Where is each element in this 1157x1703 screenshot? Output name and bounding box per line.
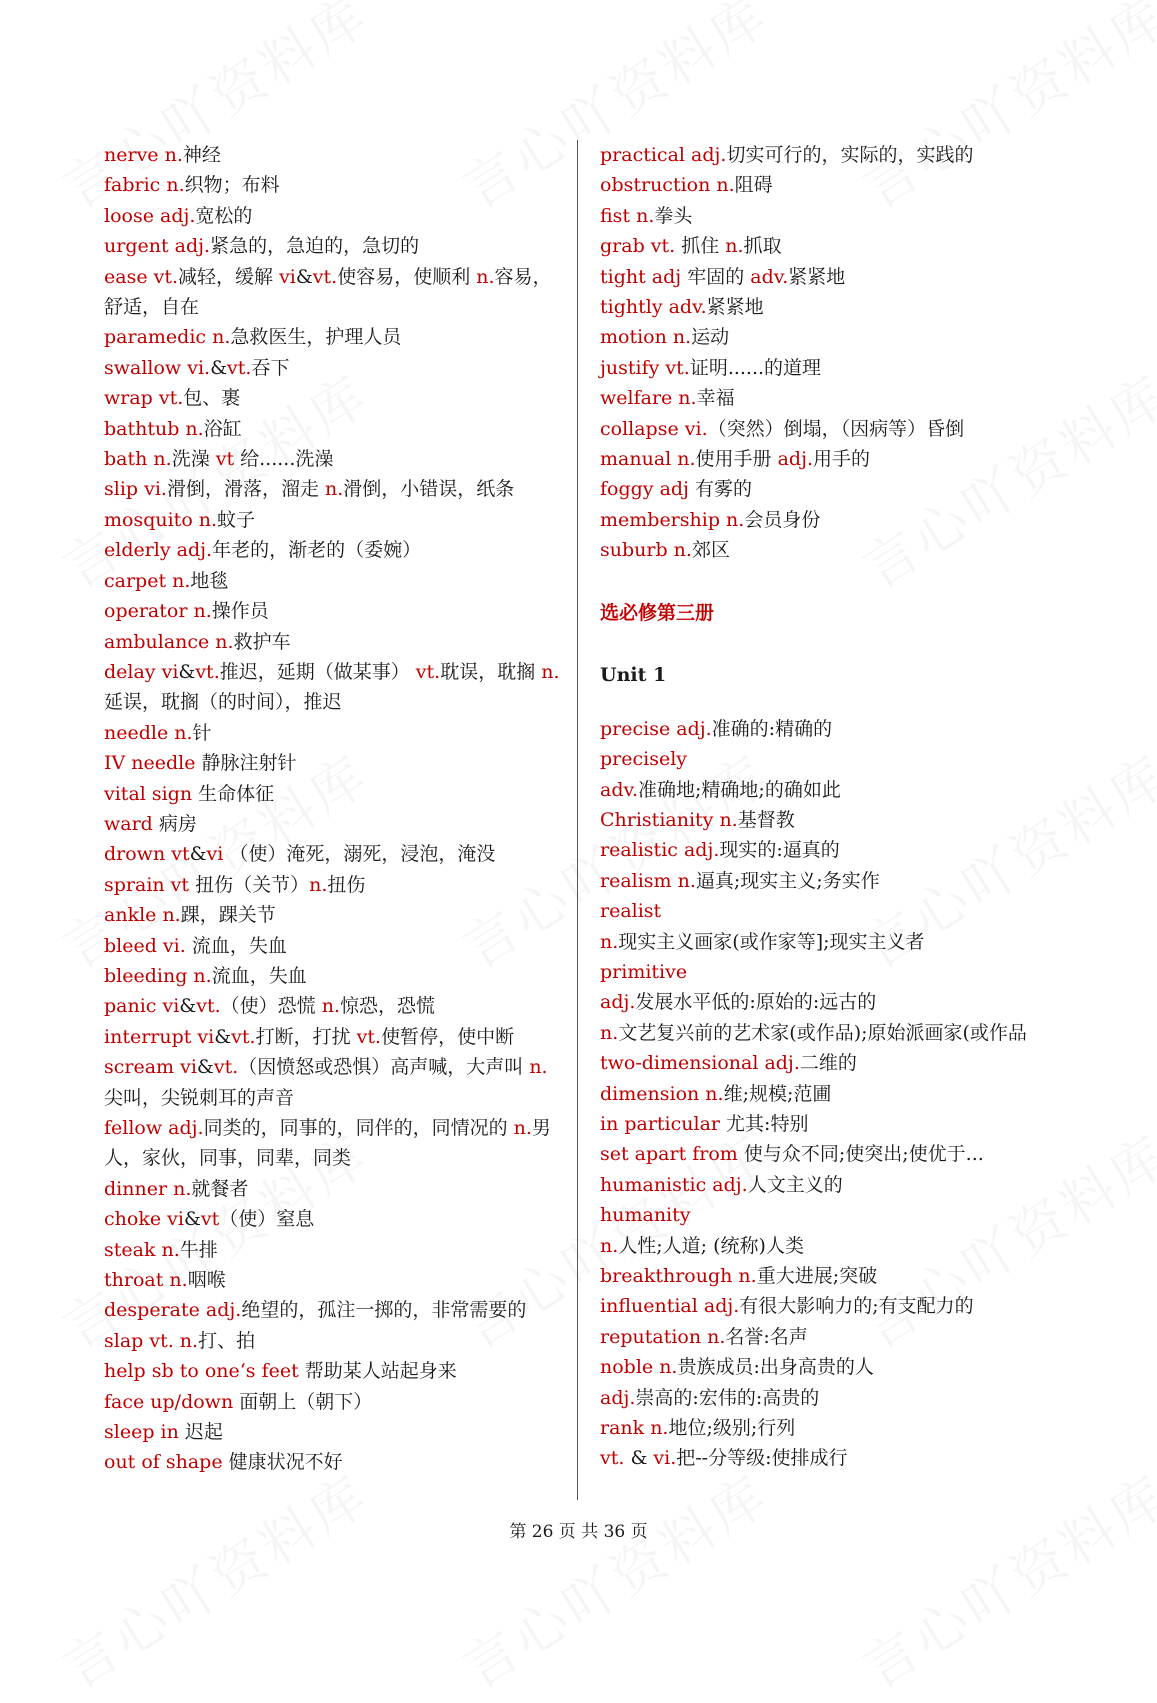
- entry-term: adv.: [750, 265, 789, 288]
- vocab-entry: [104, 140, 564, 170]
- vocab-entry: [104, 201, 564, 231]
- entry-text: 吞下: [251, 356, 290, 379]
- entry-term: vt.: [312, 265, 338, 288]
- vocab-entry: [600, 957, 1070, 987]
- vocab-entry: [104, 1052, 564, 1113]
- entry-term: panic vi: [104, 995, 180, 1018]
- entry-text: &: [295, 265, 313, 288]
- entry-term: vi.: [653, 1447, 677, 1470]
- entry-term: bleeding n.: [104, 964, 212, 987]
- entry-text: 运动: [691, 326, 730, 349]
- total-pages: 36: [603, 1522, 626, 1542]
- entry-text: 基督教: [737, 808, 795, 831]
- section-title: 选必修第三册: [600, 601, 715, 624]
- entry-text: 操作员: [211, 600, 269, 623]
- entry-term: slip vi.: [104, 478, 167, 501]
- entry-text: 使暂停，使中断: [381, 1025, 515, 1048]
- vocab-entry: [104, 505, 564, 535]
- entry-text: 针: [192, 721, 212, 744]
- entry-text: 牛排: [179, 1238, 218, 1261]
- vocab-entry: [104, 262, 564, 323]
- entry-text: 耽误，耽搁: [440, 660, 542, 683]
- vocab-entry: [600, 1139, 1070, 1169]
- entry-text: 扭伤: [327, 873, 366, 896]
- entry-text: 现实主义画家(或作家等];现实主义者: [618, 930, 925, 953]
- vocab-entry: [600, 835, 1070, 865]
- entry-text: 准确的:精确的: [711, 717, 833, 740]
- entry-text: 滑倒，滑落，溜走: [166, 478, 326, 501]
- vocab-entry: [600, 987, 1070, 1017]
- entry-text: 年老的，渐老的（委婉）: [212, 539, 422, 562]
- entry-term: urgent adj.: [104, 235, 211, 258]
- entry-text: 使容易，使顺利: [337, 265, 477, 288]
- entry-text: （突然）倒塌，（因病等）昏倒: [707, 417, 965, 440]
- entry-term: desperate adj.: [104, 1299, 242, 1322]
- entry-text: 贵族成员:出身高贵的人: [677, 1356, 874, 1379]
- vocab-entry: [104, 657, 564, 718]
- entry-term: vital sign: [104, 782, 193, 805]
- entry-text: 发展水平低的:原始的:远古的: [635, 991, 877, 1014]
- entry-text: 惊恐，恐慌: [339, 995, 435, 1018]
- entry-term: mosquito n.: [104, 508, 218, 531]
- entry-term: drown vt: [104, 843, 190, 866]
- entry-text: 推迟，延期（做某事）: [219, 660, 416, 683]
- entry-term: steak n.: [104, 1238, 180, 1261]
- vocab-entry: [600, 1443, 1070, 1473]
- entry-term: scream vi: [104, 1056, 197, 1079]
- vocab-entry: [104, 1387, 564, 1417]
- vocab-entry: [600, 1048, 1070, 1078]
- entry-term: n.: [541, 660, 560, 683]
- footer-mid: 页 共: [553, 1522, 604, 1542]
- vocab-entry: [600, 927, 1070, 957]
- vocab-entry: [600, 1413, 1070, 1443]
- entry-term: fabric n.: [104, 174, 185, 197]
- entry-term: n.: [725, 235, 744, 258]
- entry-term: sprain vt: [104, 873, 190, 896]
- entry-term: face up/down: [104, 1390, 234, 1413]
- left-column: [104, 140, 564, 1478]
- entry-term: vt.: [415, 660, 441, 683]
- vocab-entry: [600, 1170, 1070, 1200]
- entry-text: 切实可行的，实际的，实践的: [726, 144, 974, 166]
- entry-term: n.: [325, 478, 344, 501]
- entry-term: vt.: [356, 1025, 382, 1048]
- entry-term: set apart from: [600, 1143, 738, 1166]
- vocab-entry: [600, 414, 1070, 444]
- entry-text: 就餐者: [191, 1177, 249, 1200]
- vocab-entry: [600, 322, 1070, 352]
- vocab-entry: [104, 596, 564, 626]
- entry-term: bathtub n.: [104, 417, 204, 440]
- entry-text: 逼真;现实主义;务实作: [695, 869, 880, 892]
- entry-term: n.: [600, 1021, 619, 1044]
- vocab-entry: [104, 1265, 564, 1295]
- entry-text: 宽松的: [195, 204, 253, 227]
- entry-term: vt.: [231, 1025, 256, 1048]
- entry-text: 阻碍: [734, 174, 773, 197]
- entry-term: precise adj.: [600, 717, 712, 740]
- vocab-entry: [104, 566, 564, 596]
- right-column: [600, 140, 1070, 1474]
- entry-text: 延误，耽搁（的时间），推迟: [104, 691, 342, 714]
- entry-text: 紧紧地: [706, 296, 764, 319]
- footer-suffix: 页: [625, 1522, 648, 1542]
- entry-text: &: [183, 1208, 201, 1231]
- vocab-entry: [104, 231, 564, 261]
- entry-text: 病房: [152, 812, 197, 835]
- entry-term: dimension n.: [600, 1082, 724, 1105]
- entry-term: membership n.: [600, 508, 745, 531]
- entry-text: 使用手册: [695, 448, 778, 471]
- entry-term: fellow adj.: [104, 1117, 204, 1139]
- entry-text: 迟起: [178, 1421, 223, 1444]
- vocab-entry: [104, 1326, 564, 1356]
- entry-term: vt.: [227, 356, 252, 379]
- vocab-entry: [600, 1261, 1070, 1291]
- entry-term: out of shape: [104, 1451, 223, 1474]
- entry-text: 浴缸: [203, 417, 242, 440]
- entry-text: 帮助某人站起身来: [298, 1360, 457, 1383]
- entry-term: delay vi: [104, 660, 179, 683]
- entry-text: （使）窒息: [219, 1208, 315, 1231]
- entry-text: 抓住: [675, 235, 726, 258]
- vocab-entry: [104, 1174, 564, 1204]
- vocab-list-continued: [600, 140, 1070, 566]
- entry-term: grab vt.: [600, 235, 676, 258]
- entry-text: 绝望的，孤注一掷的，非常需要的: [241, 1299, 527, 1322]
- entry-term: adj.: [600, 1386, 636, 1409]
- entry-text: 尤其:特别: [720, 1112, 809, 1135]
- entry-term: humanity: [600, 1204, 691, 1227]
- vocab-entry: [600, 1291, 1070, 1321]
- entry-term: ankle n.: [104, 904, 181, 927]
- entry-text: 洗澡: [171, 448, 216, 471]
- entry-text: 神经: [182, 144, 221, 166]
- entry-term: vt: [215, 448, 235, 471]
- entry-text: 抓取: [743, 235, 782, 258]
- entry-term: tight adj: [600, 265, 682, 288]
- entry-term: in particular: [600, 1112, 721, 1135]
- vocab-entry: [600, 474, 1070, 504]
- entry-term: precisely: [600, 748, 688, 771]
- entry-term: n.: [321, 995, 340, 1018]
- entry-text: 紧急的，急迫的，急切的: [210, 235, 420, 258]
- column-divider: [577, 140, 578, 1500]
- entry-term: swallow vi.: [104, 356, 211, 379]
- entry-text: （因愤怒或恐惧）高声喊，大声叫: [238, 1056, 530, 1079]
- watermark-text: [446, 1454, 782, 1703]
- entry-text: 名誉:名声: [725, 1325, 808, 1348]
- vocab-entry: [600, 866, 1070, 896]
- entry-term: n.: [309, 873, 328, 896]
- entry-term: help sb to one‘s feet: [104, 1360, 299, 1383]
- entry-term: vt.: [196, 995, 221, 1018]
- entry-term: vi: [279, 265, 296, 288]
- vocab-entry: [600, 201, 1070, 231]
- entry-text: 有雾的: [688, 478, 752, 501]
- entry-term: needle n.: [104, 721, 193, 744]
- vocab-entry: [600, 170, 1070, 200]
- entry-term: vt.: [195, 660, 220, 683]
- entry-text: 现实的:逼真的: [719, 839, 840, 862]
- vocab-entry: [104, 839, 564, 869]
- entry-text: 滑倒，小错误，纸条: [343, 478, 515, 501]
- entry-text: 使与众不同;使突出;使优于...: [737, 1143, 984, 1166]
- entry-term: suburb n.: [600, 539, 692, 562]
- vocab-entry: [600, 353, 1070, 383]
- entry-term: vt.: [213, 1056, 239, 1079]
- entry-text: 幸福: [696, 387, 735, 410]
- entry-text: 牢固的: [681, 265, 751, 288]
- entry-text: 重大进展;突破: [756, 1265, 878, 1287]
- vocab-entry: [104, 931, 564, 961]
- vocab-entry: [600, 1231, 1070, 1261]
- entry-term: n.: [476, 265, 495, 288]
- entry-text: &: [630, 1447, 654, 1470]
- vocab-list-unit1: [600, 714, 1070, 1474]
- vocab-entry: [600, 805, 1070, 835]
- vocab-entry: [600, 535, 1070, 565]
- entry-text: 紧紧地: [788, 265, 846, 288]
- entry-term: tightly adv.: [600, 296, 707, 319]
- entry-text: &: [179, 995, 197, 1018]
- vocab-entry: [104, 627, 564, 657]
- vocab-entry: [104, 1113, 564, 1174]
- entry-text: 有很大影响力的;有支配力的: [739, 1295, 974, 1318]
- entry-term: adj.: [600, 991, 636, 1014]
- entry-term: ease vt.: [104, 265, 179, 288]
- vocab-entry: [600, 714, 1070, 744]
- entry-text: &: [189, 843, 207, 866]
- entry-text: 蚊子: [217, 508, 256, 531]
- entry-term: realism n.: [600, 869, 696, 892]
- vocab-entry: [104, 1356, 564, 1386]
- entry-term: breakthrough n.: [600, 1265, 757, 1287]
- vocab-entry: [600, 1079, 1070, 1109]
- entry-term: nerve n.: [104, 144, 183, 166]
- vocab-entry: [600, 775, 1070, 805]
- entry-text: &: [214, 1025, 232, 1048]
- entry-term: humanistic adj.: [600, 1173, 748, 1196]
- entry-term: noble n.: [600, 1356, 678, 1379]
- entry-text: 容易，舒适，自在: [104, 265, 552, 319]
- watermark-text: [846, 1454, 1157, 1703]
- vocab-entry: [600, 1018, 1070, 1048]
- vocab-entry: [600, 505, 1070, 535]
- entry-term: throat n.: [104, 1269, 188, 1292]
- entry-term: interrupt vi: [104, 1025, 215, 1048]
- vocab-entry: [600, 1322, 1070, 1352]
- entry-text: 地位;级别;行列: [668, 1417, 796, 1440]
- vocab-entry: [600, 744, 1070, 774]
- entry-term: bath n.: [104, 448, 172, 471]
- vocab-entry: [104, 1417, 564, 1447]
- vocab-entry: [600, 1109, 1070, 1139]
- vocab-entry: [104, 353, 564, 383]
- entry-term: loose adj.: [104, 204, 196, 227]
- entry-term: primitive: [600, 960, 688, 983]
- vocab-entry: [104, 444, 564, 474]
- entry-text: 尖叫，尖锐刺耳的声音: [104, 1086, 295, 1109]
- entry-text: 打断，打扰: [255, 1025, 357, 1048]
- entry-text: 准确地;精确地;的确如此: [638, 778, 841, 801]
- entry-term: carpet n.: [104, 569, 191, 592]
- entry-term: realist: [600, 900, 662, 923]
- entry-term: collapse vi.: [600, 417, 708, 440]
- entry-text: 给......洗澡: [234, 448, 334, 471]
- entry-text: 文艺复兴前的艺术家(或作品);原始派画家(或作品: [618, 1021, 1027, 1044]
- vocab-entry: [104, 1295, 564, 1325]
- vocab-entry: [104, 383, 564, 413]
- vocab-entry: [104, 779, 564, 809]
- entry-text: 咽喉: [187, 1269, 226, 1292]
- vocab-entry: [104, 748, 564, 778]
- entry-text: 把--分等级:使排成行: [676, 1447, 848, 1470]
- entry-term: welfare n.: [600, 387, 697, 410]
- entry-term: choke vi: [104, 1208, 184, 1231]
- entry-text: 二维的: [799, 1052, 857, 1075]
- vocab-entry: [600, 262, 1070, 292]
- entry-term: IV needle: [104, 752, 196, 775]
- entry-text: 踝，踝关节: [180, 904, 276, 927]
- entry-term: realistic adj.: [600, 839, 720, 862]
- entry-term: slap vt. n.: [104, 1329, 199, 1352]
- entry-text: 流血，失血: [185, 934, 287, 957]
- entry-text: 人性;人道; (统称)人类: [618, 1234, 804, 1257]
- entry-text: 人文主义的: [747, 1173, 843, 1196]
- vocab-entry: [104, 900, 564, 930]
- vocab-entry: [104, 474, 564, 504]
- entry-term: obstruction n.: [600, 174, 735, 197]
- footer-prefix: 第: [509, 1522, 532, 1542]
- vocab-entry: [600, 1383, 1070, 1413]
- vocab-entry: [600, 444, 1070, 474]
- entry-text: 打、拍: [198, 1329, 256, 1352]
- entry-term: n.: [600, 1234, 619, 1257]
- entry-term: dinner n.: [104, 1177, 192, 1200]
- vocab-entry: [104, 718, 564, 748]
- entry-text: 郊区: [691, 539, 730, 562]
- entry-text: 流血，失血: [211, 964, 307, 987]
- entry-term: two-dimensional adj.: [600, 1052, 800, 1075]
- entry-text: 扭伤（关节）: [189, 873, 310, 896]
- entry-term: practical adj.: [600, 144, 727, 166]
- entry-text: 生命体征: [192, 782, 275, 805]
- vocab-entry: [104, 961, 564, 991]
- entry-text: 急救医生，护理人员: [230, 326, 402, 349]
- entry-text: 维;规模;范圃: [723, 1082, 832, 1105]
- entry-term: paramedic n.: [104, 326, 231, 349]
- entry-term: ward: [104, 812, 153, 835]
- entry-term: ambulance n.: [104, 630, 234, 653]
- entry-text: 会员身份: [744, 508, 821, 531]
- entry-text: 静脉注射针: [195, 752, 297, 775]
- entry-text: 证明......的道理: [689, 356, 822, 379]
- entry-text: 地毯: [190, 569, 229, 592]
- entry-term: manual n.: [600, 448, 696, 471]
- vocab-entry: [600, 1200, 1070, 1230]
- current-page: 26: [531, 1522, 554, 1542]
- entry-text: 同类的，同事的，同伴的，同情况的: [203, 1117, 514, 1139]
- vocab-entry: [104, 991, 564, 1021]
- vocab-entry: [600, 231, 1070, 261]
- entry-term: n.: [513, 1117, 532, 1139]
- entry-text: 拳头: [654, 204, 693, 227]
- entry-term: foggy adj: [600, 478, 689, 501]
- vocab-entry: [104, 1235, 564, 1265]
- entry-text: &: [178, 660, 196, 683]
- entry-text: 面朝上（朝下）: [233, 1390, 373, 1413]
- entry-term: wrap vt.: [104, 387, 184, 410]
- entry-term: vt.: [600, 1447, 631, 1470]
- vocab-entry: [104, 170, 564, 200]
- entry-text: （使）恐慌: [220, 995, 322, 1018]
- entry-text: &: [210, 356, 228, 379]
- entry-term: justify vt.: [600, 356, 690, 379]
- watermark-text: [46, 1454, 382, 1703]
- entry-text: 男人，家伙，同事，同辈，同类: [104, 1117, 551, 1170]
- entry-term: influential adj.: [600, 1295, 740, 1318]
- entry-term: fist n.: [600, 204, 655, 227]
- vocab-entry: [104, 1204, 564, 1234]
- vocab-entry: [104, 535, 564, 565]
- vocab-entry: [104, 870, 564, 900]
- entry-term: vi: [206, 843, 224, 866]
- vocab-entry: [104, 322, 564, 352]
- entry-term: n.: [600, 930, 619, 953]
- entry-text: 健康状况不好: [222, 1451, 343, 1474]
- vocab-entry: [600, 292, 1070, 322]
- unit-title: Unit 1: [600, 663, 667, 686]
- entry-term: adv.: [600, 778, 639, 801]
- entry-text: 用手的: [813, 448, 871, 471]
- vocab-entry: [104, 809, 564, 839]
- entry-term: vt: [200, 1208, 220, 1231]
- page-footer: [0, 1517, 1157, 1542]
- entry-text: 包、裹: [183, 387, 241, 410]
- entry-term: bleed vi.: [104, 934, 186, 957]
- entry-term: adj.: [777, 448, 814, 471]
- entry-term: motion n.: [600, 326, 692, 349]
- vocab-entry: [600, 140, 1070, 170]
- vocab-entry: [600, 896, 1070, 926]
- entry-text: 崇高的:宏伟的:高贵的: [635, 1386, 820, 1409]
- vocab-entry: [104, 1447, 564, 1477]
- entry-term: operator n.: [104, 600, 212, 623]
- entry-term: n.: [529, 1056, 548, 1079]
- vocab-entry: [104, 1022, 564, 1052]
- entry-text: 救护车: [233, 630, 291, 653]
- vocab-entry: [600, 1352, 1070, 1382]
- entry-text: 减轻，缓解: [178, 265, 280, 288]
- entry-term: sleep in: [104, 1421, 179, 1444]
- vocab-entry: [104, 414, 564, 444]
- entry-text: 织物；布料: [184, 174, 280, 197]
- vocab-entry: [600, 383, 1070, 413]
- entry-term: reputation n.: [600, 1325, 726, 1348]
- entry-term: rank n.: [600, 1417, 669, 1440]
- entry-term: elderly adj.: [104, 539, 213, 562]
- entry-text: （使）淹死，溺死，浸泡，淹没: [223, 843, 496, 866]
- entry-term: Christianity n.: [600, 808, 738, 831]
- entry-text: &: [196, 1056, 214, 1079]
